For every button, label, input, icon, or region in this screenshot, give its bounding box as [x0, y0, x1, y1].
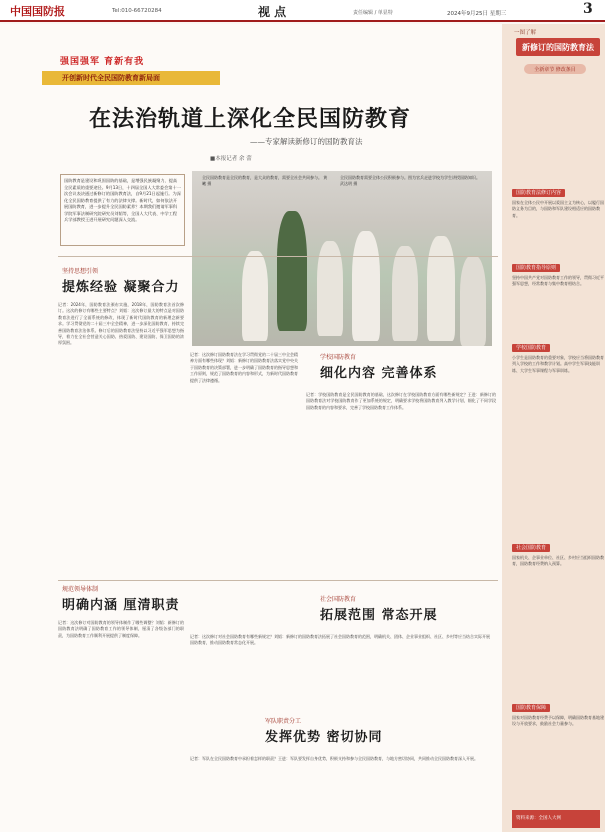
article-column: 记者：2024年，国防教育法颁布实施，2018年，国防教育法首次修订。这次的修订有哪些主要特点？刘韬：这次修订最大的特点是对国防教育法进行了全面系统的修改，体现了新时代国防教育的新理念新要求。学习贯彻党的二十届三中全会精神，进一步深化国防教育，持续完善国防教育法治体系。修订后的国防教育法坚持以习近平强军思想为指导，着力在全社会营造关心国防、热爱国防、建设国防、保卫国防的浓厚氛围。	[58, 302, 184, 346]
photo-caption-1: 全民国防教育是全民的教育，是大众的教育，需要全社会共同参与。 黄 曦 摄	[202, 175, 328, 186]
student-figure	[460, 256, 486, 346]
sidebar-box	[512, 189, 604, 219]
sidebar-box-head: 国防教育保障	[512, 704, 550, 712]
article-column: 记者：军队在全民国防教育中承担着怎样的职责？王进：军队要发挥自身优势，积极支持和参与全民国防教育，与地方密切协同，共同推动全民国防教育深入开展。	[190, 756, 478, 761]
section-label: 学校国防教育	[320, 354, 357, 361]
sidebar-box	[512, 264, 604, 288]
article-byline: ■本报记者 余 蕾	[210, 156, 252, 162]
sidebar-box	[512, 344, 604, 374]
article-column: 记者：这次修订国防教育法在学习贯彻党的二十届三中全会精神方面有哪些体现？刘韬：新修订的国防教育法落实党中央关于国防教育的决策部署，进一步明确了国防教育的指导思想和工作原则，规范了国防教育的内容和形式，为新时代国防教育提供了法律遵循。	[190, 352, 298, 383]
sidebar-box-text: 国家机关、企事业单位、社区、乡村应当组织国防教育，国防教育经费纳入预算。	[512, 555, 604, 567]
sidebar-footer: 资料来源：全国人大网	[512, 810, 600, 828]
page-number: 3	[583, 1, 593, 17]
sidebar-box-head: 社会国防教育	[512, 544, 550, 552]
lead-paragraph: 国防教育是建设和巩固国防的基础，是增强民族凝聚力、提高全民素质的重要途径。9月13日，十四届全国人大常委会第十一次会议表决通过新修订的国防教育法，自9月21日起施行。为深化全民国防教育提供了有力的法律支撑。新时代，如何依法开展国防教育，进一步提升全民国防素养？本期我们邀请军事科学院军事法制研究院研究员刘韬等，全国人大代表、中学工程兵学部教授王进开展研究问题深入交流。	[60, 174, 185, 246]
sidebar-box-text: 国家对国防教育经费予以保障，明确国防教育基地建设与开放要求，鼓励社会力量参与。	[512, 715, 604, 727]
main-article-area	[0, 24, 502, 832]
section-label: 规范领导体制	[62, 586, 99, 593]
telephone: Tel:010-66720284	[112, 8, 162, 14]
page-header	[0, 0, 605, 22]
section-label: 社会国防教育	[320, 596, 357, 603]
issue-date: 2024年9月25日 星期三	[447, 11, 507, 17]
sidebar-box-head: 学校国防教育	[512, 344, 550, 352]
student-figure	[242, 251, 268, 341]
article-column: 记者：学校国防教育是全民国防教育的基础，这次修订在学校国防教育方面有哪些新规定？王进：新修订的国防教育法对学校国防教育作了更加系统的规定，明确要求学校将国防教育列入教学计划，细化了不同学段国防教育的内容和要求，完善了学校国防教育工作体系。	[306, 392, 496, 410]
section-title: 发挥优势 密切协同	[265, 730, 383, 745]
article-headline: 在法治轨道上深化全民国防教育	[88, 107, 411, 132]
sidebar-box-head: 国防教育指导原则	[512, 264, 560, 272]
sidebar-box-text: 坚持中国共产党对国防教育工作的领导，贯彻习近平强军思想，经常教育与集中教育相结合。	[512, 275, 604, 287]
section-title: 拓展范围 常态开展	[320, 608, 438, 623]
sidebar-box-head: 国防教育法修订内容	[512, 189, 565, 197]
student-figure	[352, 231, 380, 341]
student-figure	[427, 236, 455, 341]
sidebar-tag: 全新章节 修改条目	[524, 64, 586, 74]
section-title: 明确内涵 厘清职责	[62, 598, 180, 613]
student-figure	[392, 246, 418, 341]
banner-slogan: 强国强军 育新有我	[60, 57, 145, 67]
article-subtitle: ——专家解读新修订的国防教育法	[250, 137, 363, 146]
divider	[58, 580, 498, 581]
sidebar-box-text: 小学生是国防教育的重要对象，学校应当将国防教育列入学校的工作和教学计划。高中学生军事技能训练、大学生军事课程与军事训练。	[512, 355, 604, 373]
infographic-sidebar	[502, 24, 605, 832]
section-label: 军队职责分工	[265, 718, 302, 725]
sidebar-box	[512, 544, 604, 568]
sidebar-box-text: 国家在全体公民中开展以爱国主义为核心，以履行国防义务为目的，与国防和军队建设相适应的国防教育。	[512, 200, 604, 218]
sidebar-kicker: 一图了解	[514, 30, 537, 36]
article-column: 记者：这次修订对社会国防教育有哪些新规定？刘韬：新修订的国防教育法拓展了社会国防教育的范围，明确机关、团体、企业事业组织、社区、乡村等应当结合实际开展国防教育，推动国防教育常态化开展。	[190, 634, 490, 646]
soldier-figure	[277, 211, 307, 331]
banner-subline: 开创新时代全民国防教育新局面	[42, 71, 220, 85]
section-label: 坚持思想引领	[62, 268, 99, 275]
sidebar-box	[512, 704, 604, 728]
section-title: 提炼经验 凝聚合力	[62, 280, 180, 295]
newspaper-logo: 中国国防报	[10, 5, 65, 18]
article-column: 记者：这次修订对国防教育的领导体制作了哪些调整？刘韬：新修订的国防教育法明确了国防教育工作的领导体制，厘清了各级各部门的职责，为国防教育工作顺利开展提供了制度保障。	[58, 620, 184, 638]
photo-caption-2: 全民国防教育需要全体公民积极参与。图为官兵走进学校为学生讲授国防知识。 武达明 摄	[340, 175, 480, 186]
sidebar-title: 新修订的国防教育法	[516, 38, 600, 56]
section-title: 视 点	[258, 5, 287, 19]
article-photo	[192, 171, 492, 346]
section-title: 细化内容 完善体系	[320, 366, 438, 381]
divider	[58, 256, 498, 257]
campaign-banner	[42, 54, 220, 94]
editor-credit: 责任编辑 / 单显特	[353, 10, 393, 16]
